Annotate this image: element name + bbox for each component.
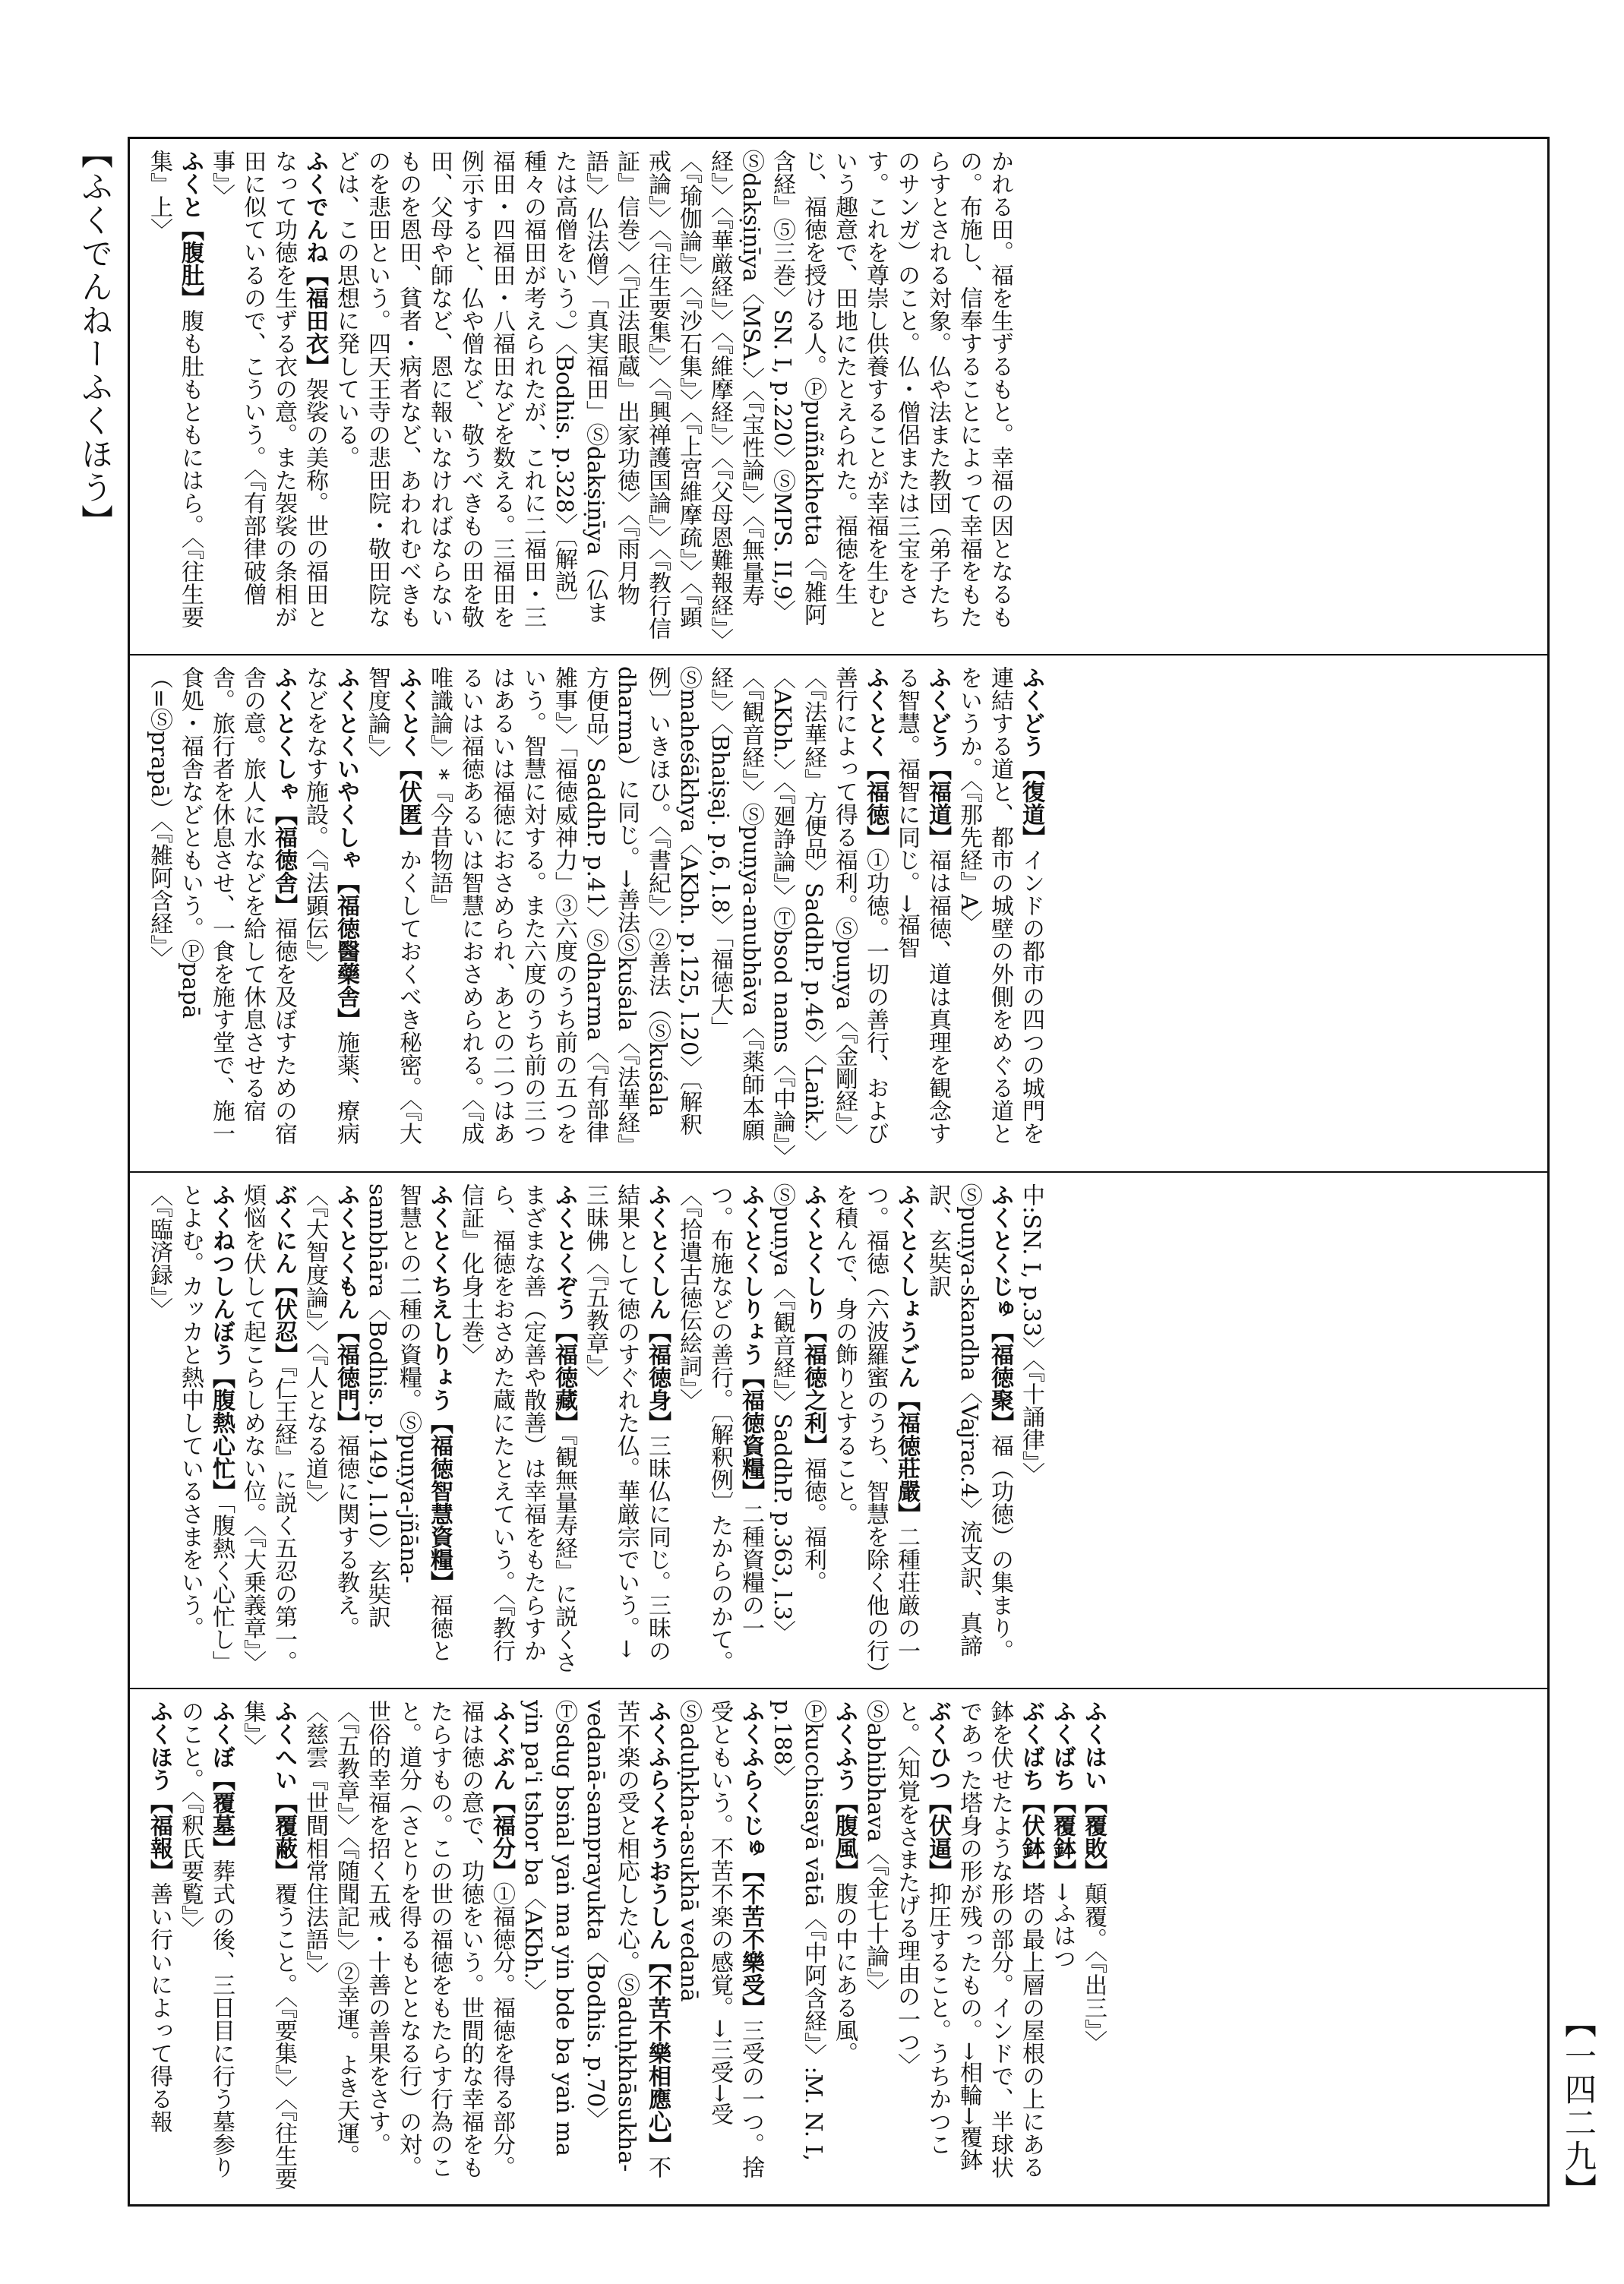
entry-definition: 三昧仏に同じ。三昧の結果として徳のすぐれた仏。華厳宗でいう。→三昧佛〈『五教章』〉 — [582, 1183, 671, 1662]
dictionary-entry — [517, 1700, 673, 2194]
tier-text — [144, 150, 1016, 643]
dictionary-entry — [175, 1700, 237, 2194]
entry-headword: ふくねつしんぼう【腹熱心忙】 — [208, 1183, 235, 1502]
dictionary-entry — [206, 150, 330, 643]
entry-definition: 福徳。福利。Ⓢpuṇya〈『観音経』〉SaddhP. p.363, l.3〉 — [769, 1183, 826, 1643]
entry-headword: ふくとくしゃ【福徳舎】 — [270, 666, 297, 918]
entry-headword: ふくとくしん【福徳身】 — [644, 1183, 671, 1434]
entry-headword: ふくどう【復道】 — [1018, 666, 1044, 849]
tier-1 — [130, 139, 1547, 656]
tier-text — [144, 1700, 1109, 2194]
dictionary-entry — [144, 1700, 175, 2194]
dictionary-entry — [953, 1700, 1047, 2194]
dictionary-entry — [330, 150, 1016, 643]
entry-headword: ふくとく【福徳】 — [862, 666, 889, 849]
dictionary-entry — [922, 1183, 1016, 1677]
dictionary-entry — [1047, 1700, 1078, 2194]
entry-definition: 中:SN. I, p.33〉〈『十誦律』〉 — [1018, 1183, 1044, 1485]
entry-definition: 善い行いによって得る報 — [146, 1881, 172, 2133]
entry-headword: ふくでんね【福田衣】 — [302, 150, 328, 378]
entry-definition: 福徳と智慧との二種の資糧。Ⓢpuṇya-jñāna-sambhāra〈Bodhis. p.149, l.10〉玄奘訳 — [364, 1183, 453, 1662]
dictionary-entry — [299, 1700, 517, 2194]
page-number — [1556, 137, 1601, 2207]
entry-headword: ふくとくちえしりょう【福徳智慧資糧】 — [426, 1183, 453, 1594]
entry-headword: ふくはい【覆敗】 — [1080, 1699, 1107, 1882]
entry-definition: 葬式の後、三日目に行う墓参りのこと。〈『釈氏要覧』〉 — [177, 1699, 235, 2178]
entry-definition: 福（功徳）の集まり。Ⓢpuṇya-skandha〈Vajrac.4〉流支訳、真諦訳、玄奘訳 — [924, 1183, 1013, 1662]
entry-headword: ぶくひつ【伏逼】 — [924, 1699, 951, 1882]
dictionary-entry — [860, 1700, 953, 2194]
dictionary-entry — [299, 666, 362, 1160]
dictionary-entry — [424, 666, 891, 1160]
entry-headword: ふくと【腹肚】 — [177, 150, 204, 309]
dictionary-entry — [362, 666, 424, 1160]
entry-definition: かれる田。福を生ずるもと。幸福の因となるもの。布施し、信奉することによって幸福をもたらすとされる対象。仏や法また教団（弟子たちのサンガ）のこと。仏・僧侶または三宝をさす。これを尊崇し供養することが幸福を生むという趣意で、田地にたとえられた。福徳を生じ、福徳を授ける人。Ⓟpuññakhetta〈『雑阿含経』⑤三巻〉SN. I, p.220〉ⓈMPS. II,9〉Ⓢdakṣiṇīya〈MSA.〉〈『宝性論』〉〈『無量寿経』〉〈『華厳経』〉〈『維摩経』〉〈『父母恩難報経』〉〈『瑜伽論』〉〈『沙石集』〉〈『上宮維摩疏』〉〈『顕戒論』〉〈『往生要集』〉〈『興禅護国論』〉〈『教行信証』信巻〉〈『正法眼蔵』出家功徳〉〈『雨月物語』〉仏法僧〉「真実福田」Ⓢdakṣiṇīya（仏または高僧をいう。）〈Bodhis. p.328〉〔解説〕種々の福田が考えられたが、これに二福田・三福田・四福田・八福田などを数える。三福田を例示すると、仏や僧など、敬うべきもの田を敬田、父母や師など、恩に報いなければならないものを恩田、貧者・病者など、あわれむべきものを悲田という。四天王寺の悲田院・敬田院などは、この思想に発している。 — [333, 150, 1013, 640]
entry-definition: 福徳に関する教え。〈『大智度論』〉〈『人となる道』〉 — [302, 1183, 359, 1639]
dictionary-entry — [953, 666, 1047, 1160]
entry-headword: ぶくばち【伏鉢】 — [1018, 1699, 1044, 1882]
entry-headword: ふくばち【覆鉢】 — [1049, 1699, 1076, 1882]
entry-headword: ふくとくもん【福徳門】 — [333, 1183, 359, 1434]
entry-headword: ふくふらくじゅ【不苦不樂受】 — [738, 1699, 764, 2019]
dictionary-entry — [1016, 1183, 1047, 1677]
entry-definition: 顛覆。〈『出三』〉 — [1080, 1881, 1107, 2053]
entry-headword: ふくどう【福道】 — [924, 666, 951, 849]
entry-definition: 袈裟の美称。世の福田となって功徳を生ずる衣の意。また袈裟の条相が田に似ているので、こういう。〈『有部律破僧事』〉 — [208, 150, 328, 628]
entry-definition: ①功徳。一切の善行、および善行によって得る福利。Ⓢpuṇya〈『金剛経』〉〈『法華経』方便品〉SaddhP. p.46〉〈Laṅk.〉〈AKbh.〉〈『廻諍論』〉Ⓣbsod nams〈『中論』〉〈『観音経』〉Ⓢpuṇya-anubhāva〈『薬師本願経』〉〈Bhaiṣaj. p.6, l.8〉「福徳大」Ⓢmaheśākhya〈AKbh. p.125, l.20〉〔解釈例〕いきほひ。〈『書紀』〉②善法（Ⓢkuśala dharma）に同じ。→善法Ⓢkuśala〈『法華経』方便品〉SaddhP. p.41〉Ⓢdharma〈『有部律雑事』〉「福徳威神力」③六度のうち前の五つをいう。智慧に対する。また六度のうち前の三つはあるいは福徳におさめられ、あとの二つはあるいは福徳あるいは智慧におさめられる。〈『成唯識論』〉*『今昔物語』 — [426, 666, 889, 1157]
entry-definition: 施薬、療病などをなす施設。〈『法顕伝』〉 — [302, 666, 359, 1145]
entry-headword: ふくぼ【覆墓】 — [208, 1699, 235, 1859]
entry-headword: ふくふう【腹風】 — [831, 1699, 858, 1882]
entry-definition: 福は福徳、道は真理を観念する智慧。福智に同じ。→福智 — [893, 666, 951, 1145]
entry-definition: 二種荘厳の一つ。福徳（六波羅蜜のうち、智慧を除く他の行）を積んで、身の飾りとすること。 — [831, 1183, 920, 1673]
entry-definition: 不苦不楽の受と相応した心。Ⓢaduḥkhāsukha-vedanā-samprayukta〈Bodhis. p.70〉Ⓣsdug bsṅal yaṅ ma yin bde ba yaṅ ma yin pa'i tshor ba〈AKbh.〉 — [520, 1699, 671, 2178]
dictionary-entry — [144, 1183, 237, 1677]
dictionary-entry — [766, 1183, 829, 1677]
dictionary-entry — [144, 150, 206, 643]
entry-definition: 覆うこと。〈『要集』〉〈『往生要集』〉 — [239, 1699, 297, 2190]
dictionary-entry — [299, 1183, 362, 1677]
entry-headword: ふくとく【伏匿】 — [395, 666, 422, 849]
dictionary-entry — [1078, 1700, 1109, 2194]
entry-definition: 『観無量寿経』に説くさまざまな善（定善や散善）は幸福をもたらすから、福徳をおさめた蔵にたとえていう。〈『教行信証』化身土巻〉 — [457, 1183, 577, 1673]
dictionary-entry — [829, 1183, 922, 1677]
entry-headword: ふくとくしょうごん【福徳莊嚴】 — [893, 1183, 920, 1525]
dictionary-entry — [891, 666, 953, 1160]
entry-definition: 二種資糧の一つ。布施などの善行。〔解釈例〕たからのかて。〈『拾遺古徳伝絵詞』〉 — [675, 1183, 764, 1673]
tier-4 — [130, 1689, 1547, 2204]
entry-definition: インドの都市の四つの城門を連結する道と、都市の城壁の外側をめぐる道とをいうか。〈『那先経』A〉 — [956, 666, 1044, 1145]
dictionary-entry — [144, 666, 299, 1160]
entry-headword: ふくとくぞう【福徳藏】 — [551, 1183, 577, 1434]
dictionary-entry — [766, 1700, 860, 2194]
entry-definition: 「腹熱く心忙し」とよむ。カッカと熱中しているさまをいう。〈『臨済録』〉 — [146, 1183, 235, 1673]
dictionary-entry — [673, 1183, 766, 1677]
tier-text — [144, 666, 1047, 1160]
entry-headword: ふくとくいやくしゃ【福徳醫藥舎】 — [333, 666, 359, 1031]
entry-headword: ふくふらくそうおうしん【不苦不樂相應心】 — [644, 1699, 671, 2156]
running-header-left — [72, 137, 118, 2207]
entry-headword: ふくほう【福報】 — [146, 1699, 172, 1882]
dictionary-body — [130, 139, 1547, 2204]
tier-text — [144, 1183, 1047, 1677]
entry-definition: 抑圧すること。うちかつこと。〈知覚をさまたげる理由の一つ〉Ⓢabhibhava〈『金七十論』〉 — [862, 1699, 951, 2156]
entry-definition: かくしておくべき秘密。〈『大智度論』〉 — [364, 666, 422, 1145]
entry-headword: ぶくにん【伏忍】 — [270, 1183, 297, 1366]
tier-2 — [130, 656, 1547, 1172]
dictionary-entry — [362, 1183, 455, 1677]
entry-definition: 塔の最上層の屋根の上にある鉢を伏せたような形の部分。インドで、半球状であった塔身の形が残ったもの。→相輪→覆鉢 — [956, 1699, 1044, 2178]
entry-headword: ふくとくしりょう【福徳資糧】 — [738, 1183, 764, 1502]
dictionary-entry — [580, 1183, 673, 1677]
entry-definition: →ふはつ — [1049, 1881, 1076, 1970]
entry-definition: 腹の中にある風。Ⓟkucchisayā vātā〈『中阿含経』〉:M. N. I, p.188〉 — [769, 1699, 858, 2161]
dictionary-entry — [237, 1700, 299, 2194]
entry-headword: ふくへい【覆蔽】 — [270, 1699, 297, 1882]
dictionary-entry — [237, 1183, 299, 1677]
entry-headword: ふくとくじゅ【福徳聚】 — [987, 1183, 1013, 1434]
entry-definition: 福徳を及ぼすための宿舎の意。旅人に水などを給して休息させる宿舎。旅行者を休息させ、一食を施す堂で、施一食処・福舎などともいう。Ⓟpapā（=Ⓢprapā）〈『雑阿含経』〉 — [146, 666, 297, 1145]
entry-definition: ①福徳分。福徳を得る部分。福は徳の意で、功徳をいう。世間的な幸福をもたらすもの。この世の福徳をもたらす行為のこと。道分（さとりを得るもととなる行）の対。世俗的幸福を招く五戒・十善の善果をさす。〈『五教章』〉〈『随聞記』〉②幸運。よき天運。〈慈雲『世間相常住法語』〉 — [302, 1699, 515, 2178]
entry-headword: ふくぶん【福分】 — [488, 1699, 515, 1882]
running-header-left-text: 【ふくでんねーふくほう】 — [77, 137, 114, 538]
page-number-text: 【一四二九】 — [1560, 2006, 1597, 2207]
dictionary-entry — [455, 1183, 580, 1677]
entry-headword: ふくとくしり【福徳之利】 — [800, 1183, 826, 1457]
tier-3 — [130, 1173, 1547, 1689]
entry-definition: 三受の一つ。捨受ともいう。不苦不楽の感覚。→三受→受Ⓢaduḥkha-asukhā vedanā — [675, 1699, 764, 2178]
entry-definition: 腹も肚もともにはら。〈『往生要集』上〉 — [146, 150, 204, 628]
dictionary-entry — [673, 1700, 766, 2194]
entry-definition: 『仁王経』に説く五忍の第一。煩悩を伏して起こらしめない位。〈『大乗義章』〉 — [239, 1183, 297, 1673]
